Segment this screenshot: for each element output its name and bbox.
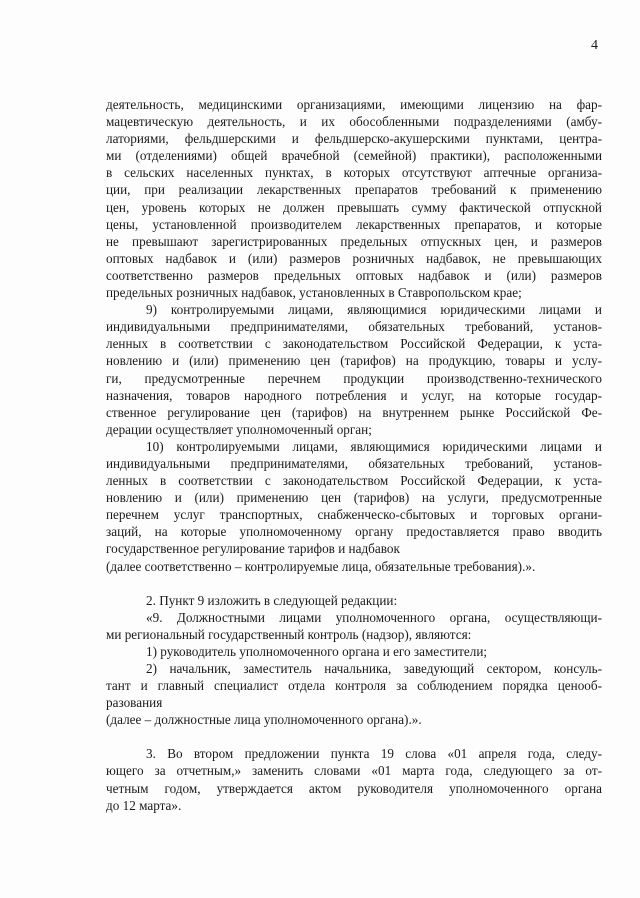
- document-body: [106, 96, 602, 814]
- paragraph-gap: [106, 575, 602, 592]
- text-line: (далее соответственно – контролируемые лица, обязательные требования).».: [106, 558, 536, 574]
- text-line: соответственно размеров предельных оптовых надбавок и (или) размеров: [106, 267, 602, 283]
- text-line: 9) контролируемыми лицами, являющимися юридическими лицами и: [146, 302, 602, 318]
- text-line: оптовых надбавок и (или) размеров розничных надбавок, не превышающих: [106, 250, 602, 266]
- text-line: 10) контролируемыми лицами, являющимися юридическими лицами и: [146, 438, 602, 454]
- text-line: (далее – должностные лица уполномоченного органа).».: [106, 712, 422, 728]
- text-line: ленных в соответствии с законодательством Российской Федерации, к уста-: [106, 336, 602, 352]
- paragraph-gap: [106, 728, 602, 745]
- text-line: 2. Пункт 9 изложить в следующей редакции:: [146, 592, 398, 608]
- text-line: новлению и (или) применению цен (тарифов) на услуги, предусмотренные: [106, 490, 602, 506]
- text-line: в сельских населенных пунктах, в которых отсутствуют аптечные организа-: [106, 165, 602, 181]
- text-line: ственное регулирование цен (тарифов) на внутреннем рынке Российской Фе-: [106, 404, 602, 420]
- text-line: четным годом, утверждается актом руководителя уполномоченного органа: [106, 780, 602, 796]
- text-line: ющего за отчетным,» заменить словами «01 марта года, следующего за от-: [106, 763, 602, 779]
- text-line: не превышают зарегистрированных предельных отпускных цен, и размеров: [106, 233, 602, 249]
- text-line: назначения, товаров народного потребления и услуг, на которые государ-: [106, 387, 602, 403]
- text-line: латориями, фельдшерскими и фельдшерско-акушерскими пунктами, центра-: [106, 131, 602, 147]
- text-line: государственное регулирование тарифов и надбавок: [106, 541, 400, 557]
- text-line: до 12 марта».: [106, 797, 182, 813]
- text-line: 1) руководитель уполномоченного органа и его заместители;: [146, 643, 488, 659]
- text-line: ги, предусмотренные перечнем продукции производственно-технического: [106, 370, 602, 386]
- text-line: цен, уровень которых не должен превышать сумму фактической отпускной: [106, 199, 602, 215]
- page-number: 4: [591, 38, 598, 53]
- text-line: индивидуальными предпринимателями, обязательных требований, установ-: [106, 319, 602, 335]
- text-line: ми региональный государственный контроль (надзор), являются:: [106, 626, 472, 642]
- text-line: перечнем услуг транспортных, снабженческо-сбытовых и торговых органи-: [106, 507, 602, 523]
- text-line: «9. Должностными лицами уполномоченного органа, осуществляющи-: [146, 609, 602, 625]
- text-line: ми (отделениями) общей врачебной (семейной) практики), расположенными: [106, 148, 602, 164]
- text-line: индивидуальными предпринимателями, обязательных требований, установ-: [106, 455, 602, 471]
- text-line: мацевтическую деятельность, и их обособленными подразделениями (амбу-: [106, 114, 602, 130]
- text-line: деятельность, медицинскими организациями, имеющими лицензию на фар-: [106, 97, 602, 112]
- text-line: разования: [106, 695, 163, 711]
- text-line: 2) начальник, заместитель начальника, заведующий сектором, консуль-: [146, 661, 602, 676]
- text-line: новлению и (или) применению цен (тарифов) на продукцию, товары и услу-: [106, 353, 602, 369]
- text-line: 3. Во втором предложении пункта 19 слова «01 апреля года, следу-: [146, 746, 602, 762]
- text-line: тант и главный специалист отдела контроля за соблюдением порядка ценооб-: [106, 678, 602, 694]
- text-line: дерации осуществляет уполномоченный орган;: [106, 421, 372, 437]
- text-line: цены, установленной производителем лекарственных препаратов, и которые: [106, 216, 602, 232]
- text-line: ции, при реализации лекарственных препаратов требований к применению: [106, 182, 602, 198]
- text-line: предельных розничных надбавок, установленных в Ставропольском крае;: [106, 285, 522, 301]
- text-line: ленных в соответствии с законодательством Российской Федерации, к уста-: [106, 473, 602, 489]
- text-line: заций, на которые уполномоченному органу предоставляется право вводить: [106, 524, 602, 540]
